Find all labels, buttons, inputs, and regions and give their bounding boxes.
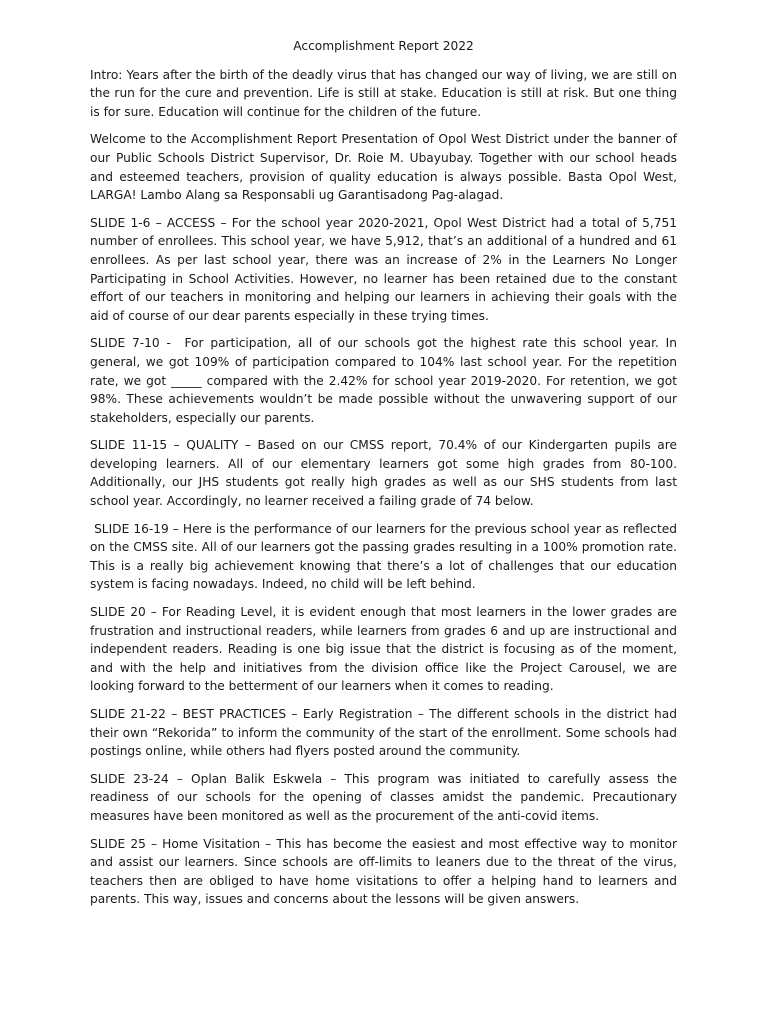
paragraph-home-visitation: SLIDE 25 – Home Visitation – This has become the easiest and most effective way to monitor and assist our learners. Since schools are off-limits to leaners due to the threat of the virus, teachers then are obliged to have home visitations to offer a helping hand to learners and parents. This way, issues and concerns about the lessons will be given answers. [90,836,681,907]
document-title: Accomplishment Report 2022 [293,39,474,53]
paragraph-participation: SLIDE 7-10 - For participation, all of our schools got the highest rate this school year. In general, we got 109% of participation compared to 104% last school year. For the repetition rate, we got _____ compared with the 2.42% for school year 2019-2020. For retention, we got 98%. These achievements wouldn’t be made possible without the unwavering support of our stakeholders, especially our parents. [90,336,681,425]
paragraph-reading-level: SLIDE 20 – For Reading Level, it is evident enough that most learners in the lower grades are frustration and instructional readers, while learners from grades 6 and up are instructional and independent readers. Reading is one big issue that the district is focusing as of the moment, and with the help and initiatives from the division office like the Project Carousel, we are looking forward to the betterment of our learners when it comes to reading. [90,605,681,694]
paragraph-oplan-balik-eskwela: SLIDE 23-24 – Oplan Balik Eskwela – This program was initiated to carefully assess the readiness of our schools for the opening of classes amidst the pandemic. Precautionary measures have been monitored as well as the procurement of the anti-covid items. [90,771,681,823]
document-page [90,37,681,918]
paragraph-access: SLIDE 1-6 – ACCESS – For the school year 2020-2021, Opol West District had a total of 5,751 number of enrollees. This school year, we have 5,912, that’s an additional of a hundred and 61 enrollees. As per last school year, there was an increase of 2% in the Learners No Longer Participating in School Activities. However, no learner has been retained due to the constant effort of our teachers in monitoring and helping our learners in achieving their goals with the aid of course of our dear parents especially in these trying times. [90,215,681,323]
paragraph-welcome: Welcome to the Accomplishment Report Presentation of Opol West District under the banner of our Public Schools District Supervisor, Dr. Roie M. Ubayubay. Together with our school heads and esteemed teachers, provision of quality education is always possible. Basta Opol West, LARGA! Lambo Alang sa Responsabli ug Garantisadong Pag-alagad. [90,132,681,203]
paragraph-performance: SLIDE 16-19 – Here is the performance of our learners for the previous school year as reflected on the CMSS site. All of our learners got the passing grades resulting in a 100% promotion rate. This is a really big achievement knowing that there’s a lot of challenges that our education system is facing nowadays. Indeed, no child will be left behind. [90,521,681,592]
paragraph-quality: SLIDE 11-15 – QUALITY – Based on our CMSS report, 70.4% of our Kindergarten pupils are developing learners. All of our elementary learners got some high grades from 80-100. Additionally, our JHS students got really high grades as well as our SHS students from last school year. Accordingly, no learner received a failing grade of 74 below. [90,438,681,509]
paragraph-intro: Intro: Years after the birth of the deadly virus that has changed our way of living, we are still on the run for the cure and prevention. Life is still at stake. Education is still at risk. But one thing is for sure. Education will continue for the children of the future. [90,67,681,119]
paragraph-best-practices: SLIDE 21-22 – BEST PRACTICES – Early Registration – The different schools in the district had their own “Rekorida” to inform the community of the start of the enrollment. Some schools had postings online, while others had flyers posted around the community. [90,707,681,759]
